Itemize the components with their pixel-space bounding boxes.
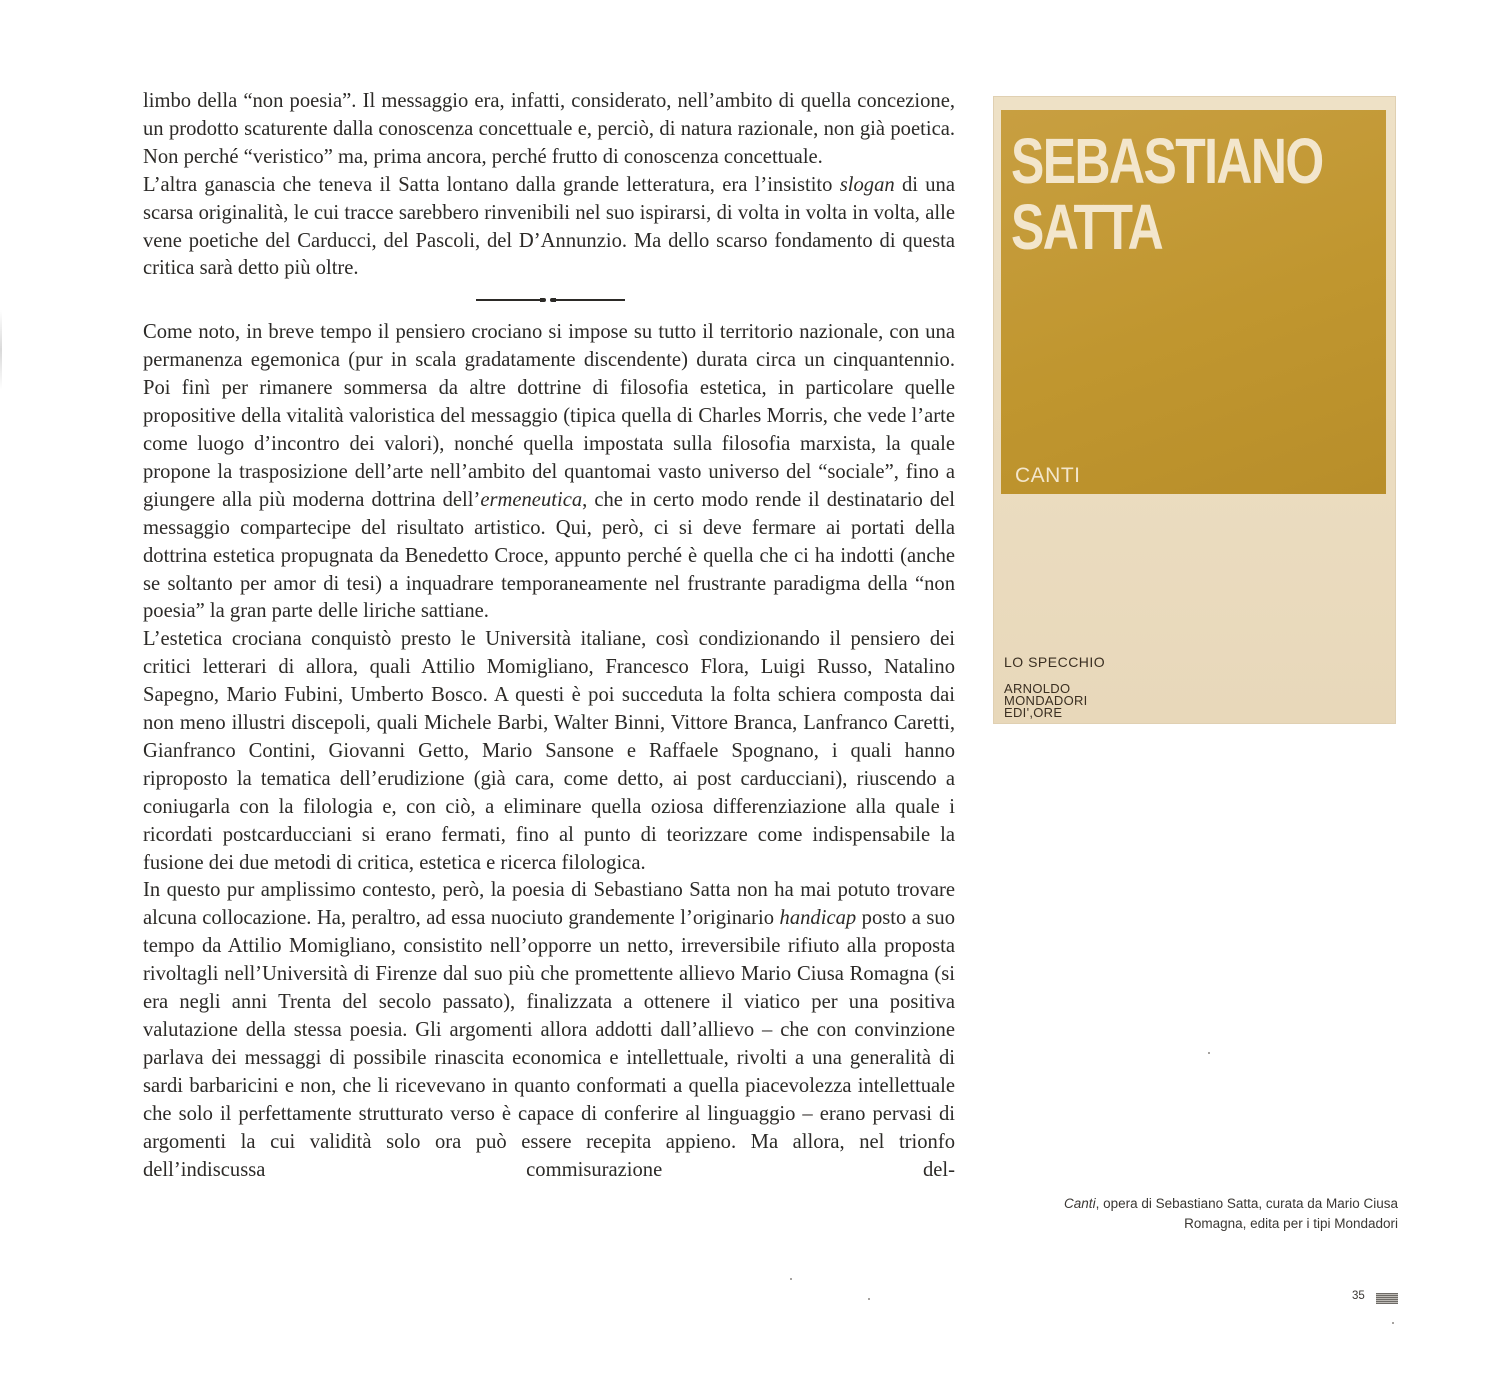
caption-line-1: Canti, opera di Sebastiano Satta, curata da Mario Ciusa (1064, 1196, 1398, 1211)
scan-speck (790, 1278, 792, 1280)
paragraph-3: Come noto, in breve tempo il pensiero crociano si impose su tutto il territorio nazionale, con una permanenza egemonica (pur in scala gradatamente discendente) durata circa un cinquantennio. Poi finì per rimanere sommersa da altre dottrine di filosofia estetica, in particolare quelle propositive della vitalità valoristica del messaggio (tipica quella di Charles Morris, che vede l’arte come luogo d’incontro dei valori), nonché quella impostata sulla filosofia marxista, la quale propone la trasposizione dell’arte nell’ambito del quantomai vasto universo del “sociale”, fino a giungere alla più moderna dottrina dell’ermeneutica, che in certo modo rende il destinatario del messaggio compartecipe del risultato artistico. Qui, però, ci si deve fermare ai portati della dottrina estetica propugnata da Benedetto Croce, appunto perché è quella che ci ha indotti (anche se soltanto per amor di tesi) a inquadrare temporaneamente nel frustrante paradigma della “non poesia” la gran parte delle liriche sattiane. (143, 321, 956, 623)
page-edge-shadow (0, 310, 2, 390)
paragraph-5: In questo pur amplissimo contesto, però, la poesia di Sebastiano Satta non ha mai potuto trovare alcuna collocazione. Ha, peraltro, ad essa nuociuto grandemente l’originario handicap posto a suo tempo da Attilio Momigliano, consistito nell’opporre un netto, irreversibile rifiuto alla proposta rivoltagli nell’Università di Firenze dal suo più che promettente allievo Mario Ciusa Romagna (si era negli anni Trenta del secolo passato), finalizzata a ottenere il viatico per una positiva valutazione della stessa poesia. Gli argomenti allora addotti dall’allievo – che con convinzione parlava dei messaggi di possibile rinascita economica e intellettuale, rivolti a una generalità di sardi barbaricini e non, che li ricevevano in quanto conformati a quella piacevolezza intellettuale che solo il perfettamente strutturato verso è capace di conferire al linguaggio – erano pervasi di argomenti la cui validità solo ora può essere recepita appieno. Ma allora, nel trionfo dell’indiscussa commisurazione del- (143, 879, 955, 1181)
scan-speck (868, 1298, 870, 1300)
divider-right-rule (554, 299, 625, 301)
body-text-column (143, 88, 955, 1184)
page-number-mark (1376, 1293, 1398, 1304)
figure-caption (1000, 1194, 1398, 1234)
paragraph-4: L’estetica crociana conquistò presto le Università italiane, così condizionando il pensiero dei critici letterari di allora, quali Attilio Momigliano, Francesco Flora, Luigi Russo, Natalino Sapegno, Mario Fubini, Umberto Bosco. A questi è poi succeduta la folta schiera composta dai non meno illustri discepoli, quali Michele Barbi, Walter Binni, Vittore Branca, Lanfranco Caretti, Gianfranco Contini, Giovanni Getto, Mario Sansone e Raffaele Spognano, i quali hanno riproposto la tematica dell’erudizione (già cara, come detto, ai post carducciani), riuscendo a coniugarla con la filologia e, con ciò, a eliminare quella oziosa differenziazione alla quale i ricordati postcarducciani si erano fermati, fino al punto di teorizzare come indispensabile la fusione dei due metodi di critica, estetica e ricerca filologica. (143, 628, 955, 874)
scan-speck (1208, 1052, 1210, 1054)
cover-title: CANTI (1015, 464, 1081, 487)
book-cover-image (993, 96, 1396, 724)
cover-author-name: SEBASTIANO SATTA (1011, 125, 1323, 263)
page-number: 35 (1352, 1290, 1365, 1302)
scan-speck (1392, 1322, 1394, 1324)
paragraph-1: limbo della “non poesia”. Il messaggio era, infatti, considerato, nell’ambito di quella concezione, un prodotto scaturente dalla conoscenza concettuale e, perciò, di natura razionale, non già poetica. Non perché “veristico” ma, prima ancora, perché frutto di conoscenza concettuale. (143, 90, 955, 168)
paragraph-2: L’altra ganascia che teneva il Satta lontano dalla grande letteratura, era l’insistito slogan di una scarsa originalità, le cui tracce sarebbero rinvenibili nel suo ispirarsi, di volta in volta in volta, alle vene poetiche del Carducci, del Pascoli, del D’Annunzio. Ma dello scarso fondamento di questa critica sarà detto più oltre. (143, 173, 955, 280)
caption-line-2: Romagna, edita per i tipi Mondadori (1184, 1216, 1398, 1231)
cover-series-name: LO SPECCHIO (1004, 654, 1106, 670)
divider-left-rule (476, 299, 542, 301)
cover-color-panel (1001, 110, 1386, 494)
cover-publisher: ARNOLDO MONDADORI EDI',ORE (1004, 681, 1088, 720)
section-divider (143, 291, 955, 319)
